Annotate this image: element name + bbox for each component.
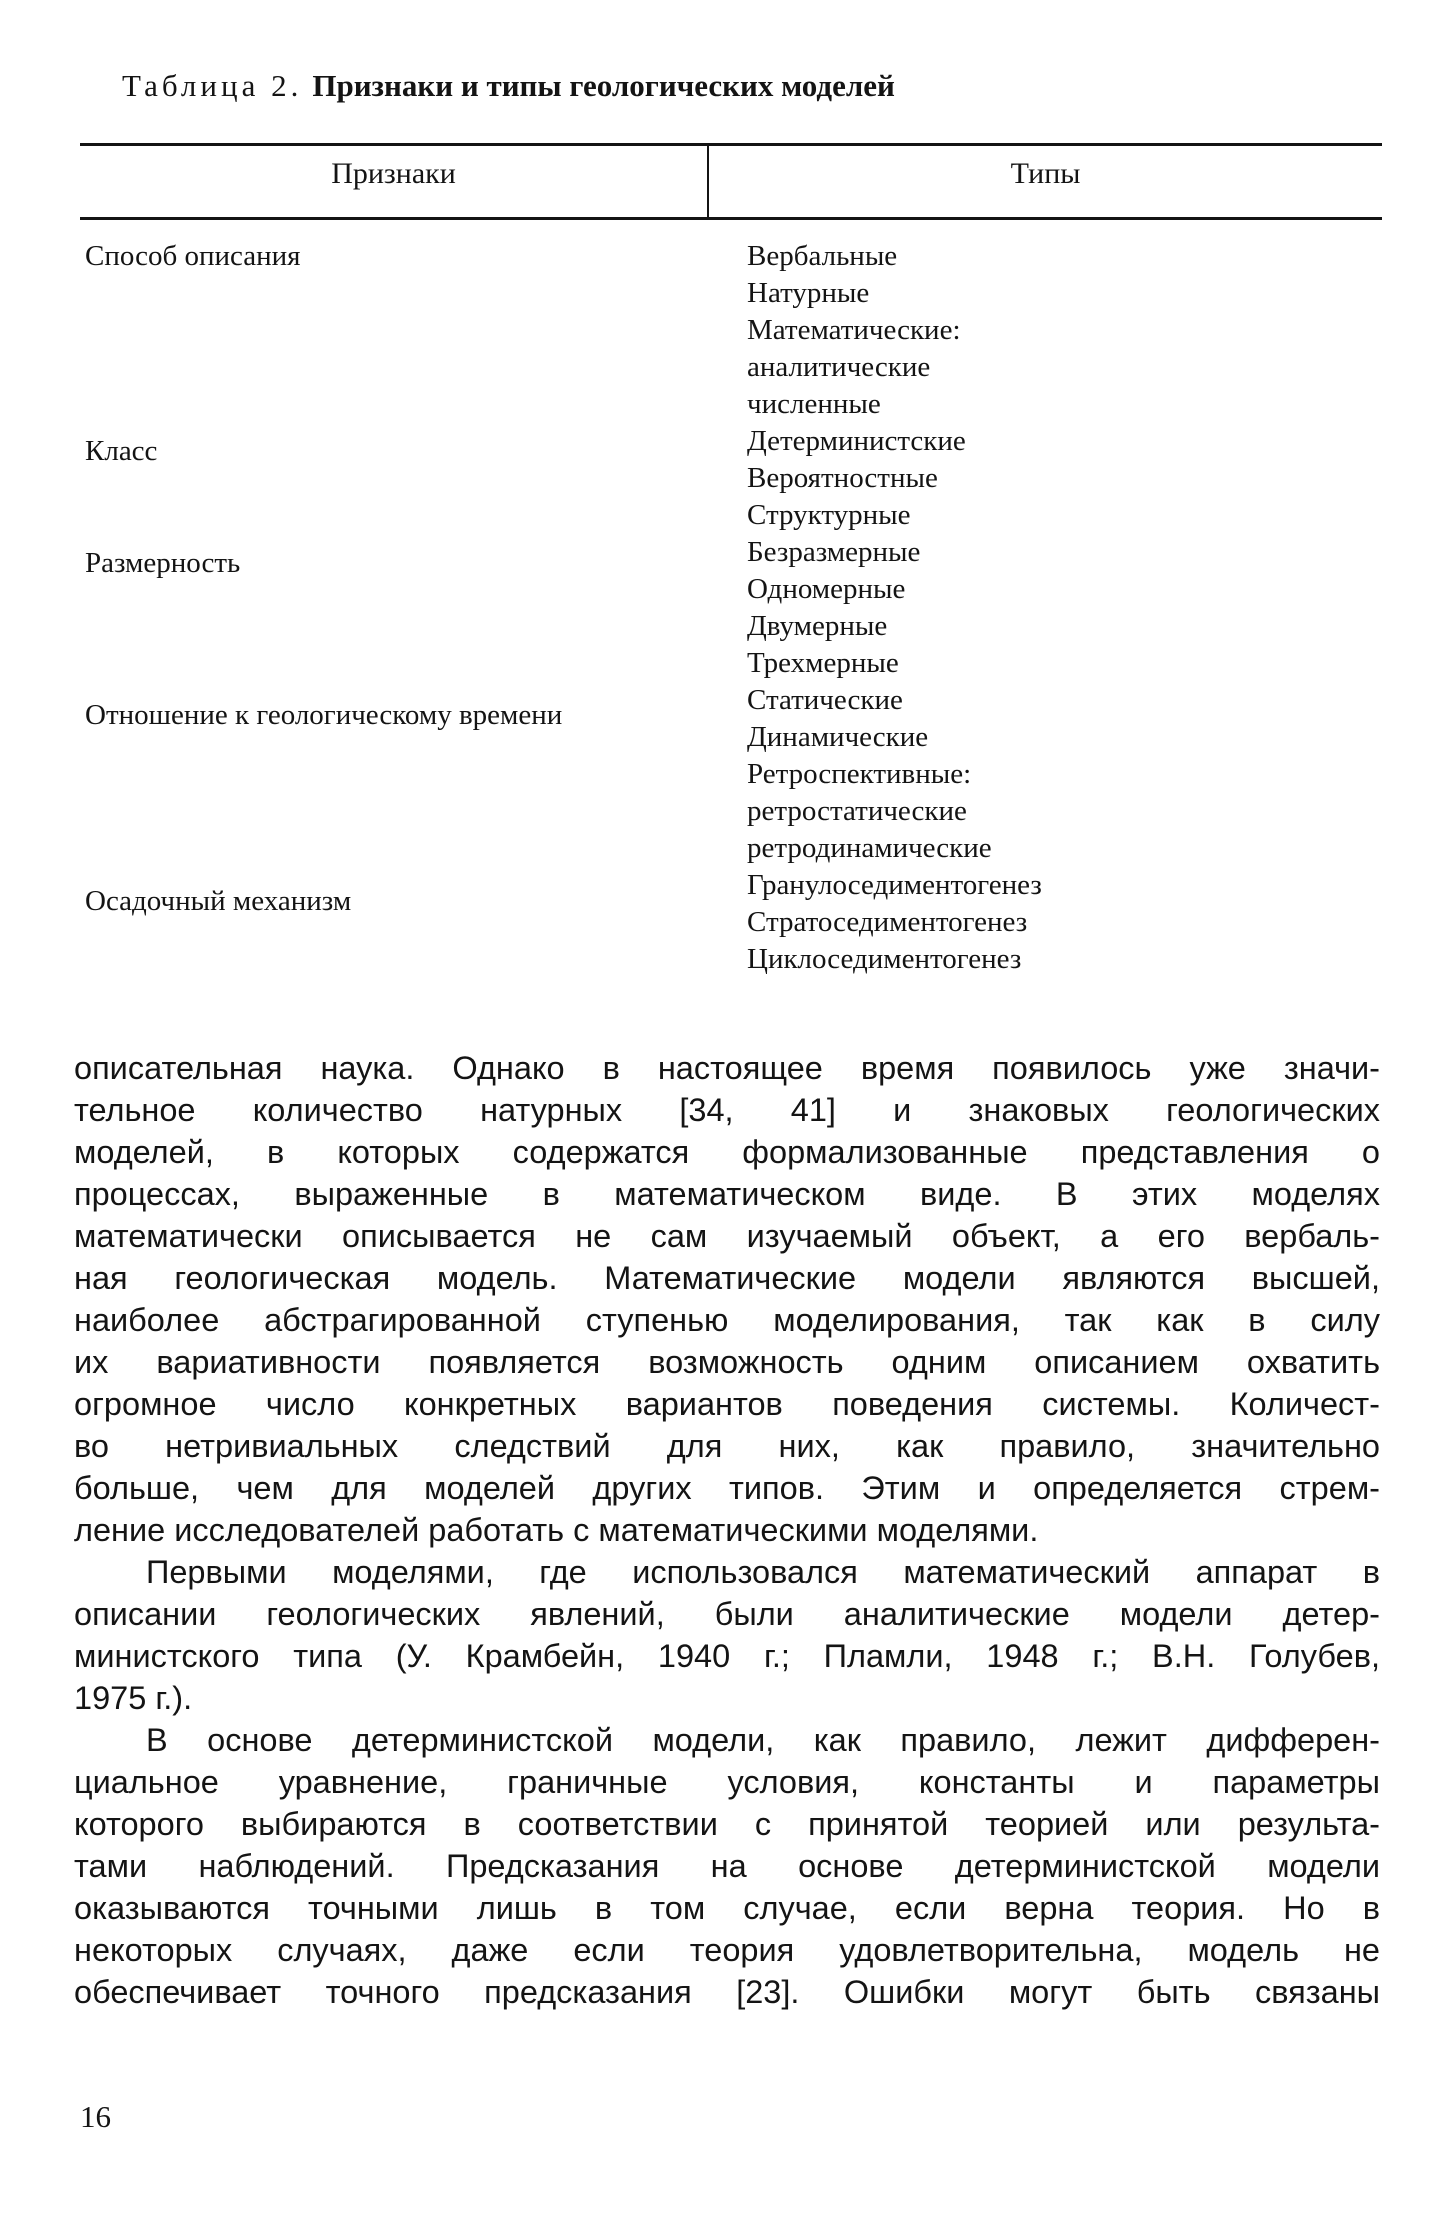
table-caption-label: Таблица 2. bbox=[122, 68, 303, 103]
text-line: некоторых случаях, даже если теория удовлетворительна, модель не bbox=[74, 1932, 1380, 1968]
type-item: аналитические bbox=[747, 351, 931, 383]
type-item: ретродинамические bbox=[747, 832, 992, 864]
table-caption bbox=[122, 66, 1372, 106]
text-line: циальное уравнение, граничные условия, константы и параметры bbox=[74, 1764, 1380, 1800]
text-line: описании геологических явлений, были аналитические модели детер- bbox=[74, 1596, 1380, 1632]
column-header-features: Признаки bbox=[331, 157, 456, 190]
text-line: Первыми моделями, где использовался математический аппарат в bbox=[146, 1554, 1380, 1590]
text-line: которого выбираются в соответствии с принятой теорией или результа- bbox=[74, 1806, 1380, 1842]
paragraph bbox=[74, 1047, 1380, 1551]
type-item: Безразмерные bbox=[747, 536, 921, 568]
feature-sedimentary-mechanism: Осадочный механизм bbox=[85, 885, 352, 917]
type-item: Стратоседиментогенез bbox=[747, 906, 1028, 938]
type-item: Детерминистские bbox=[747, 425, 966, 457]
text-line: описательная наука. Однако в настоящее время появилось уже значи- bbox=[74, 1050, 1380, 1086]
text-line: ная геологическая модель. Математические модели являются высшей, bbox=[74, 1260, 1380, 1296]
type-item: ретростатические bbox=[747, 795, 967, 827]
text-line: оказываются точными лишь в том случае, если верна теория. Но в bbox=[74, 1890, 1380, 1926]
body-text bbox=[74, 1047, 1380, 2013]
text-line: тельное количество натурных [34, 41] и знаковых геологических bbox=[74, 1092, 1380, 1128]
type-item: Вербальные bbox=[747, 240, 898, 272]
feature-geologic-time: Отношение к геологическому времени bbox=[85, 699, 563, 731]
text-line: больше, чем для моделей других типов. Этим и определяется стрем- bbox=[74, 1470, 1380, 1506]
text-line: математически описывается не сам изучаемый объект, а его вербаль- bbox=[74, 1218, 1380, 1254]
type-item: Математические: bbox=[747, 314, 961, 346]
feature-description-method: Способ описания bbox=[85, 240, 301, 272]
text-line: тами наблюдений. Предсказания на основе детерминистской модели bbox=[74, 1848, 1380, 1884]
text-line: министского типа (У. Крамбейн, 1940 г.; Пламли, 1948 г.; В.Н. Голубев, bbox=[74, 1638, 1380, 1674]
text-line: огромное число конкретных вариантов поведения системы. Количест- bbox=[74, 1386, 1380, 1422]
text-line: обеспечивает точного предсказания [23]. Ошибки могут быть связаны bbox=[74, 1974, 1380, 2010]
type-item: Трехмерные bbox=[747, 647, 899, 679]
type-item: Натурные bbox=[747, 277, 870, 309]
type-item: Гранулоседиментогенез bbox=[747, 869, 1042, 901]
text-line: В основе детерминистской модели, как правило, лежит дифферен- bbox=[146, 1722, 1380, 1758]
type-item: численные bbox=[747, 388, 881, 420]
text-line: их вариативности появляется возможность одним описанием охватить bbox=[74, 1344, 1380, 1380]
type-item: Ретроспективные: bbox=[747, 758, 972, 790]
text-line: 1975 г.). bbox=[74, 1680, 193, 1716]
feature-class: Класс bbox=[85, 435, 158, 467]
feature-dimension: Размерность bbox=[85, 547, 241, 579]
type-item: Циклоседиментогенез bbox=[747, 943, 1022, 975]
text-line: процессах, выраженные в математическом виде. В этих моделях bbox=[74, 1176, 1380, 1212]
text-line: во нетривиальных следствий для них, как правило, значительно bbox=[74, 1428, 1380, 1464]
text-line: ление исследователей работать с математическими моделями. bbox=[74, 1512, 1039, 1548]
table-header-rule bbox=[80, 217, 1382, 220]
type-item: Динамические bbox=[747, 721, 929, 753]
paragraph bbox=[74, 1551, 1380, 1719]
type-item: Статические bbox=[747, 684, 903, 716]
text-line: наиболее абстрагированной ступенью моделирования, так как в силу bbox=[74, 1302, 1380, 1338]
text-line: моделей, в которых содержатся формализованные представления о bbox=[74, 1134, 1380, 1170]
paragraph bbox=[74, 1719, 1380, 2013]
type-item: Двумерные bbox=[747, 610, 888, 642]
type-item: Вероятностные bbox=[747, 462, 938, 494]
type-item: Одномерные bbox=[747, 573, 906, 605]
table-top-rule bbox=[80, 143, 1382, 146]
type-item: Структурные bbox=[747, 499, 911, 531]
page-number: 16 bbox=[80, 2099, 111, 2134]
types-list bbox=[747, 238, 1042, 978]
table-caption-title: Признаки и типы геологических моделей bbox=[312, 68, 895, 103]
column-header-types: Типы bbox=[1010, 157, 1081, 190]
